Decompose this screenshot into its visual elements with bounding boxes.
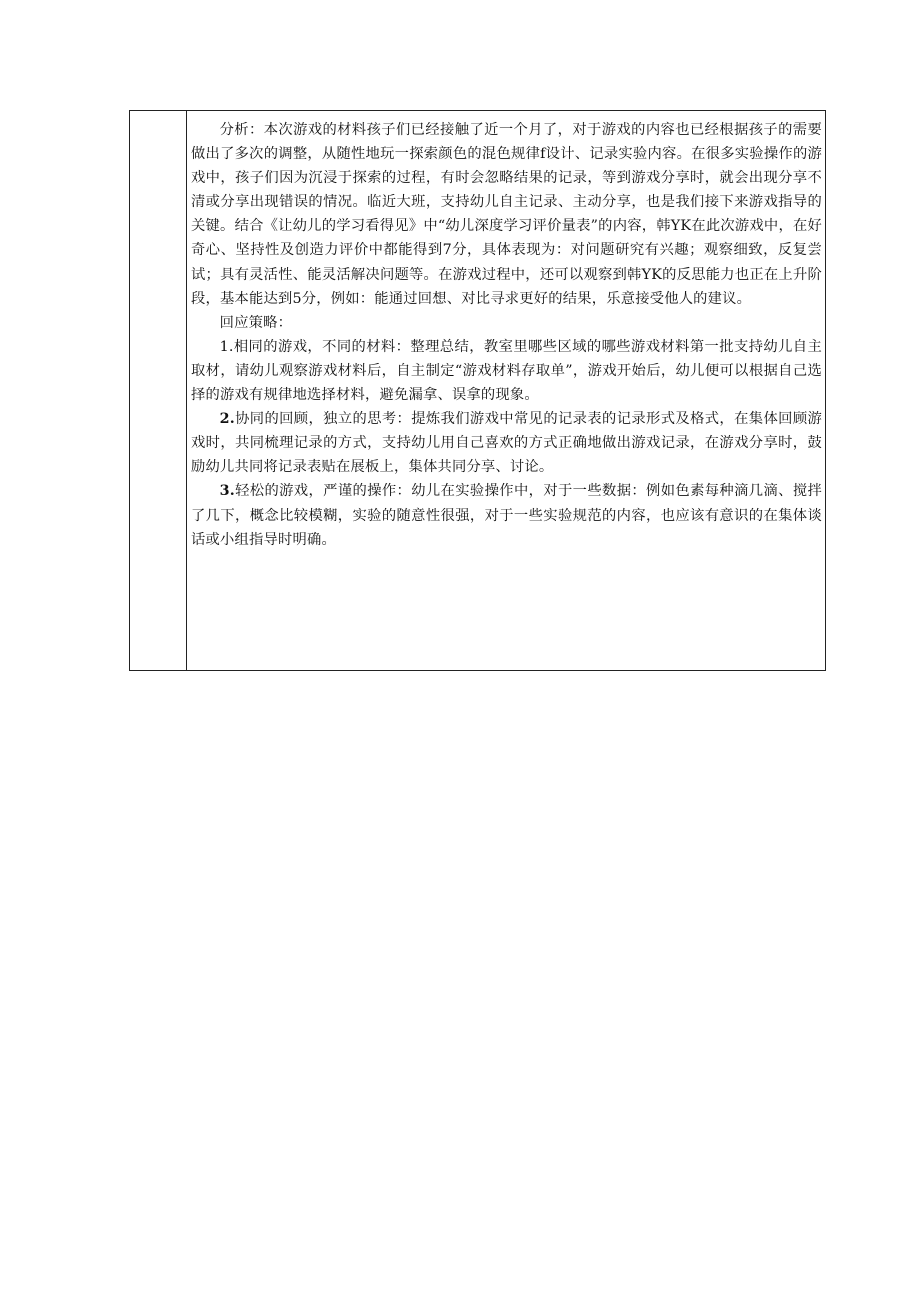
strategy-item-2	[191, 407, 822, 479]
table-left-cell	[130, 111, 187, 670]
analysis-label: 分析：	[219, 122, 264, 138]
strategy-item-3	[191, 479, 822, 551]
strategy-item-number: 3.	[219, 483, 235, 500]
record-table	[129, 110, 826, 671]
strategy-item-1	[191, 335, 822, 407]
strategy-item-number: 2.	[219, 411, 235, 428]
strategy-item-number: 1.	[219, 338, 234, 355]
analysis-text: 本次游戏的材料孩子们已经接触了近一个月了，对于游戏的内容也已经根据孩子的需要做出了多次的调整，从随性地玩一探索颜色的混色规律f设计、记录实验内容。在很多实验操作的游戏中，孩子们因为沉浸于探索的过程，有时会忽略结果的记录，等到游戏分享时，就会出现分享不清或分享出现错误的情况。临近大班，支持幼儿自主记录、主动分享，也是我们接下来游戏指导的关键。结合《让幼儿的学习看得见》中“幼儿深度学习评价量表”的内容，韩YK在此次游戏中，在好奇心、坚持性及创造力评价中都能得到7分，具体表现为：对问题研究有兴趣；观察细致，反复尝试；具有灵活性、能灵活解决问题等。在游戏过程中，还可以观察到韩YK的反思能力也正在上升阶段，基本能达到5分，例如：能通过回想、对比寻求更好的结果，乐意接受他人的建议。	[191, 122, 822, 307]
strategy-item-text: 协同的回顾，独立的思考：提炼我们游戏中常见的记录表的记录形式及格式，在集体回顾游戏时，共同梳理记录的方式，支持幼儿用自己喜欢的方式正确地做出游戏记录，在游戏分享时，鼓励幼儿共同将记录表贴在展板上，集体共同分享、讨论。	[191, 411, 822, 476]
analysis-paragraph	[191, 118, 822, 311]
table-content-cell	[187, 111, 825, 670]
strategy-heading: 回应策略：	[219, 314, 293, 331]
strategy-item-text: 相同的游戏，不同的材料：整理总结，教室里哪些区域的哪些游戏材料第一批支持幼儿自主取材，请幼儿观察游戏材料后，自主制定“游戏材料存取单”，游戏开始后，幼儿便可以根据自己选择的游戏有规律地选择材料，避免漏拿、误拿的现象。	[191, 338, 822, 404]
strategy-item-text: 轻松的游戏，严谨的操作：幼儿在实验操作中，对于一些数据：例如色素每种滴几滴、搅拌了几下，概念比较模糊，实验的随意性很强，对于一些实验规范的内容，也应该有意识的在集体谈话或小组指导时明确。	[191, 483, 822, 548]
